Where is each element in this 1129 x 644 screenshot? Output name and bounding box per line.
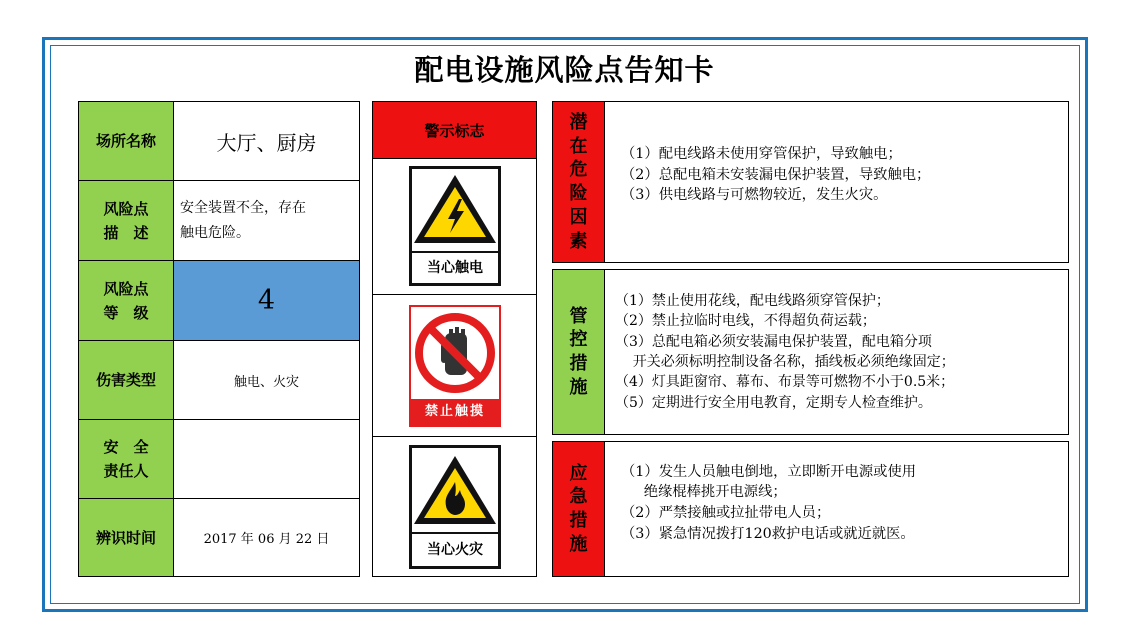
emergency-label xyxy=(553,442,605,576)
emergency-label-char: 应 xyxy=(569,462,588,484)
hazards-label xyxy=(553,102,605,262)
responsible-value xyxy=(174,420,359,498)
sign-label-no-touch: 禁止触摸 xyxy=(411,399,499,425)
hazard-item: （1）配电线路未使用穿管保护，导致触电； xyxy=(621,145,902,162)
sign-label-electric: 当心触电 xyxy=(412,251,498,281)
hazards-label-char: 危 xyxy=(569,159,588,181)
fire-warning-icon xyxy=(409,445,501,569)
emergency-item: （3）紧急情况拨打120救护电话或就近就医。 xyxy=(621,525,915,542)
risk-level-value: 4 xyxy=(174,261,359,340)
identify-time-value: 2017 年 06 月 22 日 xyxy=(203,532,330,547)
emergency-label-char: 急 xyxy=(569,486,588,508)
emergency-label-char: 措 xyxy=(569,510,588,531)
sign-label-fire: 当心火灾 xyxy=(412,532,498,564)
measure-item: 开关必须标明控制设备名称，插线板必须绝缘固定； xyxy=(615,354,955,370)
place-value: 大厅、厨房 xyxy=(216,130,317,155)
emergency-section xyxy=(552,441,1069,577)
measures-label xyxy=(553,270,605,434)
emergency-label-char: 施 xyxy=(569,533,588,555)
info-row-risk-level xyxy=(79,261,359,341)
emergency-item: 绝缘棍棒挑开电源线； xyxy=(621,484,787,501)
hazard-item: （2）总配电箱未安装漏电保护装置，导致触电； xyxy=(621,166,931,183)
measures-body xyxy=(605,270,1068,434)
hazards-section xyxy=(552,101,1069,263)
hazards-label-char: 在 xyxy=(569,135,588,157)
measure-item: （1）禁止使用花线，配电线路须穿管保护； xyxy=(615,293,890,310)
risk-desc-label: 风险点 描 述 xyxy=(79,181,174,260)
sign-cell-electric xyxy=(373,160,536,295)
place-label: 场所名称 xyxy=(79,102,174,180)
measure-item: （3）总配电箱必须安装漏电保护装置，配电箱分项 xyxy=(615,333,932,350)
measure-item: （4）灯具距窗帘、幕布、布景等可燃物不小于0.5米； xyxy=(615,374,955,391)
hazards-label-char: 险 xyxy=(569,183,588,204)
measures-label-char: 管 xyxy=(569,305,588,327)
info-row-responsible xyxy=(79,420,359,499)
info-row-place xyxy=(79,102,359,181)
electric-shock-triangle xyxy=(412,173,498,245)
page-title: 配电设施风险点告知卡 xyxy=(414,53,715,87)
sign-cell-no-touch xyxy=(373,295,536,437)
responsible-label: 安 全 责任人 xyxy=(79,420,174,498)
emergency-item: （1）发生人员触电倒地，立即断开电源或使用 xyxy=(621,463,917,480)
harm-type-value: 触电、火灾 xyxy=(233,374,299,390)
info-row-harm-type xyxy=(79,341,359,420)
hazard-item: （3）供电线路与可燃物较近，发生火灾。 xyxy=(621,187,888,204)
measures-section xyxy=(552,269,1069,435)
measure-item: （2）禁止拉临时电线，不得超负荷运载； xyxy=(615,313,876,330)
hazards-label-char: 潜 xyxy=(569,111,588,133)
risk-desc-value: 安全装置不全，存在 触电危险。 xyxy=(180,200,306,241)
hazards-body xyxy=(605,102,1068,262)
info-row-identify-time xyxy=(79,499,359,576)
risk-level-label: 风险点 等 级 xyxy=(79,261,174,340)
info-table xyxy=(78,101,360,577)
info-row-risk-desc xyxy=(79,181,359,261)
warning-signs-panel xyxy=(372,101,537,577)
fire-triangle xyxy=(412,454,498,526)
hazards-label-char: 因 xyxy=(569,206,588,228)
emergency-body xyxy=(605,442,1068,576)
identify-time-label: 辨识时间 xyxy=(79,499,174,576)
no-touching-symbol xyxy=(411,309,499,397)
emergency-item: （2）严禁接触或拉扯带电人员； xyxy=(621,505,831,521)
sign-cell-fire xyxy=(373,437,536,576)
harm-type-label: 伤害类型 xyxy=(79,341,174,419)
measures-label-char: 措 xyxy=(569,353,588,374)
measure-item: （5）定期进行安全用电教育，定期专人检查维护。 xyxy=(615,394,932,411)
hazards-label-char: 素 xyxy=(569,230,588,252)
measures-label-char: 施 xyxy=(569,376,588,398)
no-touching-icon xyxy=(409,305,501,427)
measures-label-char: 控 xyxy=(569,329,588,351)
electric-shock-warning-icon xyxy=(409,166,501,286)
warning-signs-header: 警示标志 xyxy=(373,102,536,159)
